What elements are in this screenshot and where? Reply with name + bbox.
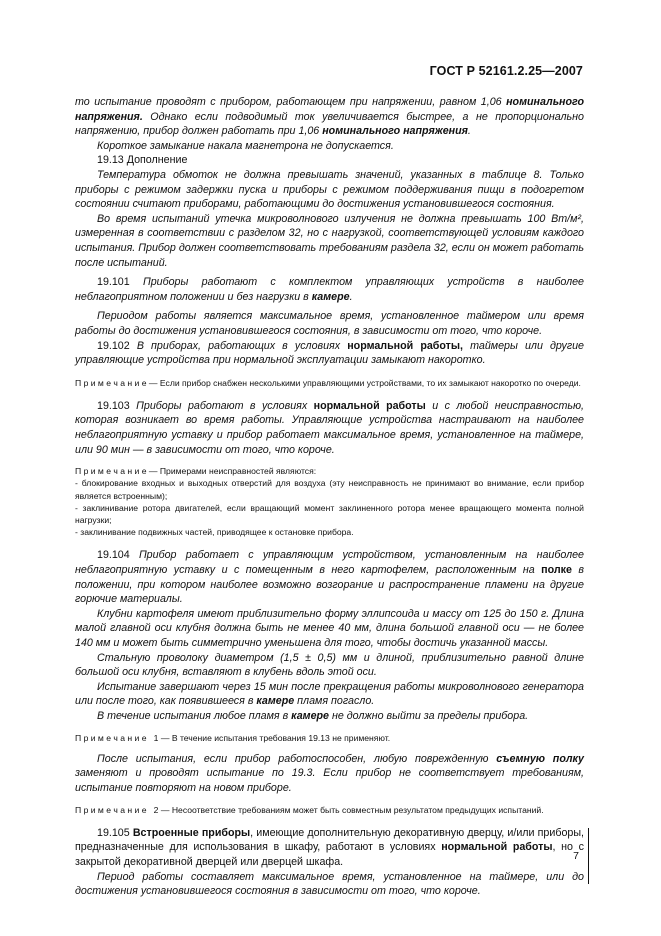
term-built-in-appliances: Встроенные приборы [132, 826, 251, 839]
revision-marked-block [75, 826, 584, 899]
clause-number: 19.104 [97, 549, 139, 562]
text: . [467, 125, 471, 138]
paragraph-after-test [75, 752, 584, 796]
text: и с любой неисправностью, которая возникает во время работы. Управляющие устройства настраивают на наиболее неблагоприятную уставку и прибор работает максимальное время, установленное на таймере, или 90 мин — в зависимости от того, что короче. [75, 399, 584, 456]
text: таймеры или другие управляющие устройства при нормальной эксплуатации замыкают накоротко. [75, 339, 584, 367]
term-normal-operation: нормальной работы [313, 399, 426, 412]
note-text: — Несоответствие требованиям может быть совместным результатом предыдущих испытаний. [158, 804, 544, 815]
note-3 [75, 732, 584, 744]
text: Приборы работают с комплектом управляющих устройств в наиболее неблагоприятном положении и без нагрузки в [75, 276, 584, 303]
term-rated-voltage: номинального напряжения [322, 125, 468, 138]
term-cavity: камере [256, 695, 295, 708]
text: Однако если подводимый ток увеличивается быстрее, а не пропорционально напряжению, прибор должен работать при 1,06 [75, 110, 584, 138]
text: заменяют и проводят испытание по 19.3. Если прибор не соответствует требованиям, испытание повторяют на новом приборе. [75, 767, 584, 794]
text: После испытания, если прибор работоспособен, любую поврежденную [97, 752, 497, 765]
clause-number: 19.105 [97, 826, 133, 839]
note-text: — В течение испытания требования 19.13 не применяют. [158, 732, 391, 743]
note-label: П р и м е ч а н и е [75, 466, 147, 477]
text: Испытание завершают через 15 мин после прекращения работы микроволнового генератора или после того, как появившееся в [75, 680, 584, 708]
note-text: — Если прибор снабжен несколькими управляющими устройствами, то их замыкают накоротко по очереди. [146, 377, 581, 388]
note-4 [75, 804, 584, 816]
revision-bar [588, 828, 589, 884]
note-2 [75, 465, 584, 538]
clause-number: 19.101 [97, 276, 143, 289]
text: Прибор работает с управляющим устройством, установленным на наиболее неблагоприятную уставку и с помещенным в него картофелем, расположенным на [75, 549, 584, 577]
term-rated-voltage: номинального напряжения. [75, 96, 584, 123]
standard-header: ГОСТ Р 52161.2.25—2007 [429, 64, 583, 78]
section-19-101 [75, 275, 584, 304]
note-text: — Примерами неисправностей являются: [146, 466, 317, 477]
section-19-105 [75, 826, 584, 870]
section-19-102 [75, 339, 584, 368]
text: . [349, 290, 353, 303]
paragraph-winding-temperature: Температура обмоток не должна превышать значений, указанных в таблице 8. Только приборы с режимом задержки пуска и приборы с режимом поддерживания пищи в подогретом состоянии считают приборами, работающими до достижения установившегося состояния. [75, 168, 584, 211]
term-normal-operation: нормальной работы, [347, 339, 463, 352]
text: не должно выйти за пределы прибора. [329, 710, 529, 723]
paragraph-short-circuit: Короткое замыкание накала магнетрона не допускается. [97, 139, 394, 152]
section-19-104 [75, 548, 584, 606]
text: В приборах, работающих в условиях [136, 339, 348, 352]
section-19-103 [75, 399, 584, 457]
term-shelf: полке [541, 564, 572, 577]
note-2-item-3: - заклинивание подвижных частей, приводящее к остановке прибора. [75, 527, 354, 538]
paragraph-steel-wire: Стальную проволоку диаметром (1,5 ± 0,5) мм и длиной, приблизительно равной длине большой оси клубня, вставляют в клубень вдоль этой оси. [75, 651, 584, 679]
note-label: П р и м е ч а н и е 1 [75, 732, 159, 743]
paragraph-microwave-leakage: Во время испытаний утечка микроволнового излучения не должна превышать 100 Вт/м², измеренная в соответствии с разделом 32, но с нагрузкой, соответствующей условиям каждого испытания. Прибор должен соответствовать требованиям раздела 32, если он может работать после испытаний. [75, 212, 584, 269]
section-19-13-title: 19.13 Дополнение [97, 154, 188, 167]
clause-number: 19.103 [97, 399, 137, 412]
clause-number: 19.102 [97, 339, 137, 352]
text: в положении, при котором наиболее возможно возгорание и распространение пламени на другие горючие материалы. [75, 564, 584, 606]
note-label: П р и м е ч а н и е 2 [75, 804, 159, 815]
term-cavity: камере [291, 710, 329, 723]
paragraph-flame [75, 709, 584, 724]
text: Приборы работают в условиях [136, 399, 314, 412]
note-2-item-2: - заклинивание ротора двигателей, если вращающий момент заклиненного ротора менее вращающего момента полной нагрузки; [75, 502, 584, 526]
paragraph-continuation [75, 95, 584, 139]
paragraph-operating-period: Периодом работы является максимальное время, установленное таймером или время работы до достижения установившегося состояния, в зависимости от того, что короче. [75, 310, 584, 337]
page-number: 7 [573, 850, 579, 862]
paragraph-potato: Клубни картофеля имеют приблизительно форму эллипсоида и массу от 125 до 150 г. Длина малой главной оси клубня должна быть не менее 40 мм, длина большой главной оси — не более 140 мм и может быть симметрично уменьшена для того, чтобы достичь указанной массы. [75, 607, 584, 650]
paragraph-operating-period-2: Период работы составляет максимальное время, установленное на таймере, или до достижения установившегося состояния в зависимости от того, что короче. [75, 870, 584, 898]
note-1 [75, 377, 584, 389]
term-removable-shelf: съемную полку [496, 752, 585, 765]
paragraph-test-end [75, 680, 584, 709]
term-cavity: камере [311, 290, 350, 303]
text: В течение испытания любое пламя в [97, 710, 292, 723]
text: , но с закрытой декоративной дверцей или дверцей шкафа. [75, 841, 584, 868]
text: , имеющие дополнительную декоративную дверцу, и/или приборы, предназначенные для использования в шкафу, работают в условиях [75, 826, 584, 854]
note-2-item-1: - блокирование входных и выходных отверстий для воздуха (эту неисправность не принимают во внимание, если прибор является встроенным); [75, 478, 584, 501]
text: то испытание проводят с прибором, работающем при напряжении, равном 1,06 [75, 96, 507, 108]
note-label: П р и м е ч а н и е [75, 377, 147, 388]
text: пламя погасло. [294, 695, 375, 708]
page-content [75, 95, 584, 899]
term-normal-operation: нормальной работы [441, 841, 553, 854]
